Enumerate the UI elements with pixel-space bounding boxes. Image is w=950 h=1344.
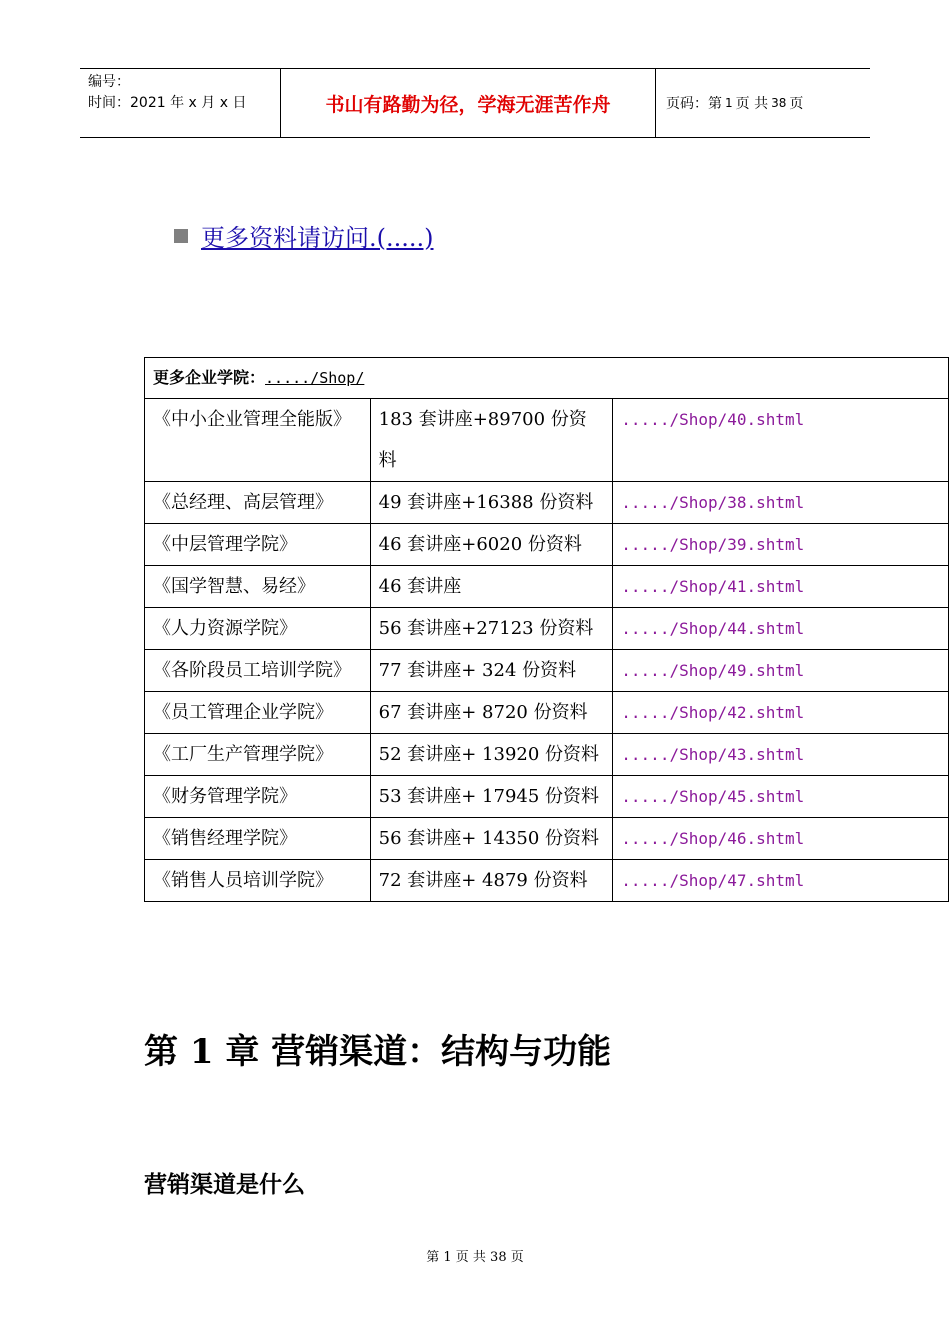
table-header-row [145,358,949,399]
course-desc: 72 套讲座+ 4879 份资料 [378,870,588,891]
course-desc-cell [370,818,613,860]
course-name-cell [145,650,371,692]
course-link[interactable]: ...../Shop/49.shtml [621,661,805,680]
course-name: 《人力资源学院》 [153,618,297,639]
course-link-cell [613,608,949,650]
course-desc: 49 套讲座+16388 份资料 [378,492,594,513]
course-name-cell [145,692,371,734]
course-link[interactable]: ...../Shop/44.shtml [621,619,805,638]
course-desc: 183 套讲座+89700 份资料 [378,409,587,471]
page-prefix: 页码：第 [666,96,722,112]
course-name: 《中小企业管理全能版》 [153,409,351,430]
table-row [145,818,949,860]
course-desc: 77 套讲座+ 324 份资料 [378,660,577,681]
course-link[interactable]: ...../Shop/40.shtml [621,410,805,429]
table-header-link[interactable]: ...../Shop/ [265,369,365,387]
course-name: 《总经理、高层管理》 [153,492,333,513]
table-row [145,608,949,650]
course-desc-cell [370,692,613,734]
table-row [145,650,949,692]
course-link-cell [613,776,949,818]
course-name-cell [145,399,371,482]
header-info-cell [80,69,281,137]
course-name: 《中层管理学院》 [153,534,297,555]
course-link-cell [613,566,949,608]
square-bullet-icon [174,229,188,243]
chapter-title: 第 1 章 营销渠道：结构与功能 [144,1032,612,1072]
page-total: 38 [771,96,787,110]
course-link-cell [613,818,949,860]
table-row [145,734,949,776]
table-row [145,566,949,608]
shop-table [144,357,949,902]
course-desc-cell [370,860,613,902]
course-desc-cell [370,608,613,650]
table-header-cell [145,358,949,399]
course-name: 《财务管理学院》 [153,786,297,807]
course-link-cell [613,399,949,482]
course-link-cell [613,860,949,902]
page-mid: 页 共 [735,96,769,112]
course-name: 《各阶段员工培训学院》 [153,660,351,681]
course-desc-cell [370,566,613,608]
course-name-cell [145,482,371,524]
header-motto: 书山有路勤为径，学海无涯苦作舟 [281,69,656,137]
course-name-cell [145,860,371,902]
course-desc-cell [370,776,613,818]
page-suffix: 页 [789,96,804,112]
page-footer: 第 1 页 共 38 页 [426,1250,524,1265]
course-name-cell [145,734,371,776]
more-info [174,218,434,253]
course-desc: 52 套讲座+ 13920 份资料 [378,744,600,765]
course-name-cell [145,818,371,860]
course-desc: 53 套讲座+ 17945 份资料 [378,786,600,807]
course-link[interactable]: ...../Shop/46.shtml [621,829,805,848]
course-name-cell [145,608,371,650]
course-desc: 56 套讲座+27123 份资料 [378,618,594,639]
section-title: 营销渠道是什么 [144,1172,305,1198]
course-link-cell [613,524,949,566]
course-desc: 46 套讲座+6020 份资料 [378,534,582,555]
course-link[interactable]: ...../Shop/47.shtml [621,871,805,890]
table-row [145,860,949,902]
course-desc-cell [370,482,613,524]
course-desc: 67 套讲座+ 8720 份资料 [378,702,588,723]
course-name-cell [145,776,371,818]
course-desc: 46 套讲座 [378,576,462,597]
course-name: 《员工管理企业学院》 [153,702,333,723]
course-desc: 56 套讲座+ 14350 份资料 [378,828,600,849]
table-row [145,692,949,734]
serial-label: 编号： [88,74,130,90]
course-link[interactable]: ...../Shop/39.shtml [621,535,805,554]
course-link-cell [613,734,949,776]
table-row [145,776,949,818]
course-desc-cell [370,524,613,566]
table-row [145,524,949,566]
course-link[interactable]: ...../Shop/42.shtml [621,703,805,722]
table-row [145,482,949,524]
course-link[interactable]: ...../Shop/45.shtml [621,787,805,806]
course-name-cell [145,524,371,566]
header-page-info [656,69,870,137]
course-link-cell [613,482,949,524]
course-link-cell [613,692,949,734]
course-link[interactable]: ...../Shop/43.shtml [621,745,805,764]
course-name-cell [145,566,371,608]
table-row [145,399,949,482]
course-desc-cell [370,650,613,692]
course-link[interactable]: ...../Shop/38.shtml [621,493,805,512]
course-link-cell [613,650,949,692]
course-desc-cell [370,734,613,776]
course-name: 《工厂生产管理学院》 [153,744,333,765]
date-label: 时间：2021 年 x 月 x 日 [88,95,247,111]
table-header-label: 更多企业学院： [153,368,266,387]
more-info-link[interactable]: 更多资料请访问.(.....) [201,224,434,252]
course-name: 《销售人员培训学院》 [153,870,333,891]
course-name: 《销售经理学院》 [153,828,297,849]
course-desc-cell [370,399,613,482]
course-name: 《国学智慧、易经》 [153,576,315,597]
page-header [80,68,870,138]
page-number: 1 [725,96,733,110]
course-link[interactable]: ...../Shop/41.shtml [621,577,805,596]
